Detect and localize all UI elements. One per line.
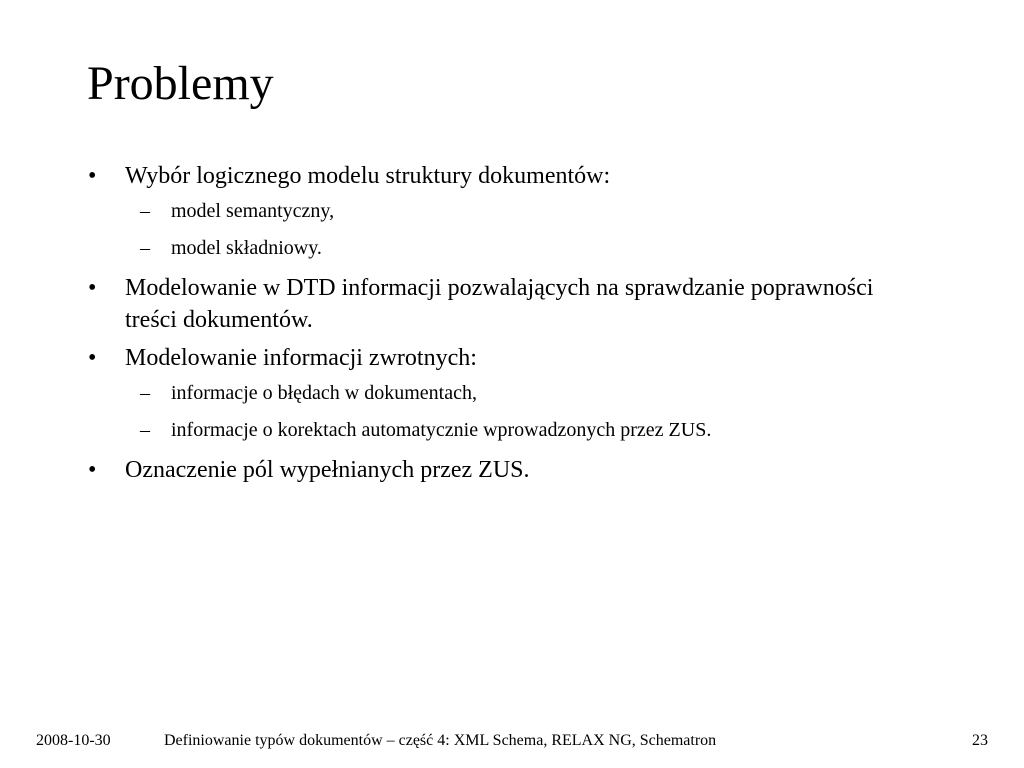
bullet-text: Wybór logicznego modelu struktury dokumentów: <box>125 163 611 189</box>
bullet-marker: • <box>88 163 97 189</box>
dash-marker: – <box>140 237 150 259</box>
bullet-marker: • <box>88 345 97 371</box>
bullet-item <box>0 272 1024 336</box>
sub-item <box>0 417 1024 443</box>
slide-title: Problemy <box>87 57 274 110</box>
dash-marker: – <box>140 382 150 404</box>
bullet-text: Modelowanie informacji zwrotnych: <box>125 345 477 371</box>
bullet-item <box>0 342 1024 374</box>
sub-item-text: model składniowy. <box>171 237 322 259</box>
bullet-list <box>0 160 1024 492</box>
sub-item-text: informacje o błędach w dokumentach, <box>171 382 477 404</box>
page-number: 23 <box>972 732 988 749</box>
sub-item <box>0 380 1024 406</box>
sub-item <box>0 198 1024 224</box>
bullet-marker: • <box>88 457 97 483</box>
dash-marker: – <box>140 200 150 222</box>
sub-item-text: model semantyczny, <box>171 200 335 222</box>
bullet-text: Oznaczenie pól wypełnianych przez ZUS. <box>125 457 530 483</box>
dash-marker: – <box>140 419 150 441</box>
sub-item <box>0 235 1024 261</box>
bullet-text: Modelowanie w DTD informacji pozwalających na sprawdzanie poprawności treści dokumentów. <box>125 275 874 333</box>
bullet-item <box>0 160 1024 192</box>
bullet-item <box>0 454 1024 486</box>
bullet-marker: • <box>88 275 97 301</box>
footer-date: 2008-10-30 <box>36 732 111 749</box>
footer-title: Definiowanie typów dokumentów – część 4: XML Schema, RELAX NG, Schematron <box>164 732 717 749</box>
sub-item-text: informacje o korektach automatycznie wprowadzonych przez ZUS. <box>171 419 712 441</box>
